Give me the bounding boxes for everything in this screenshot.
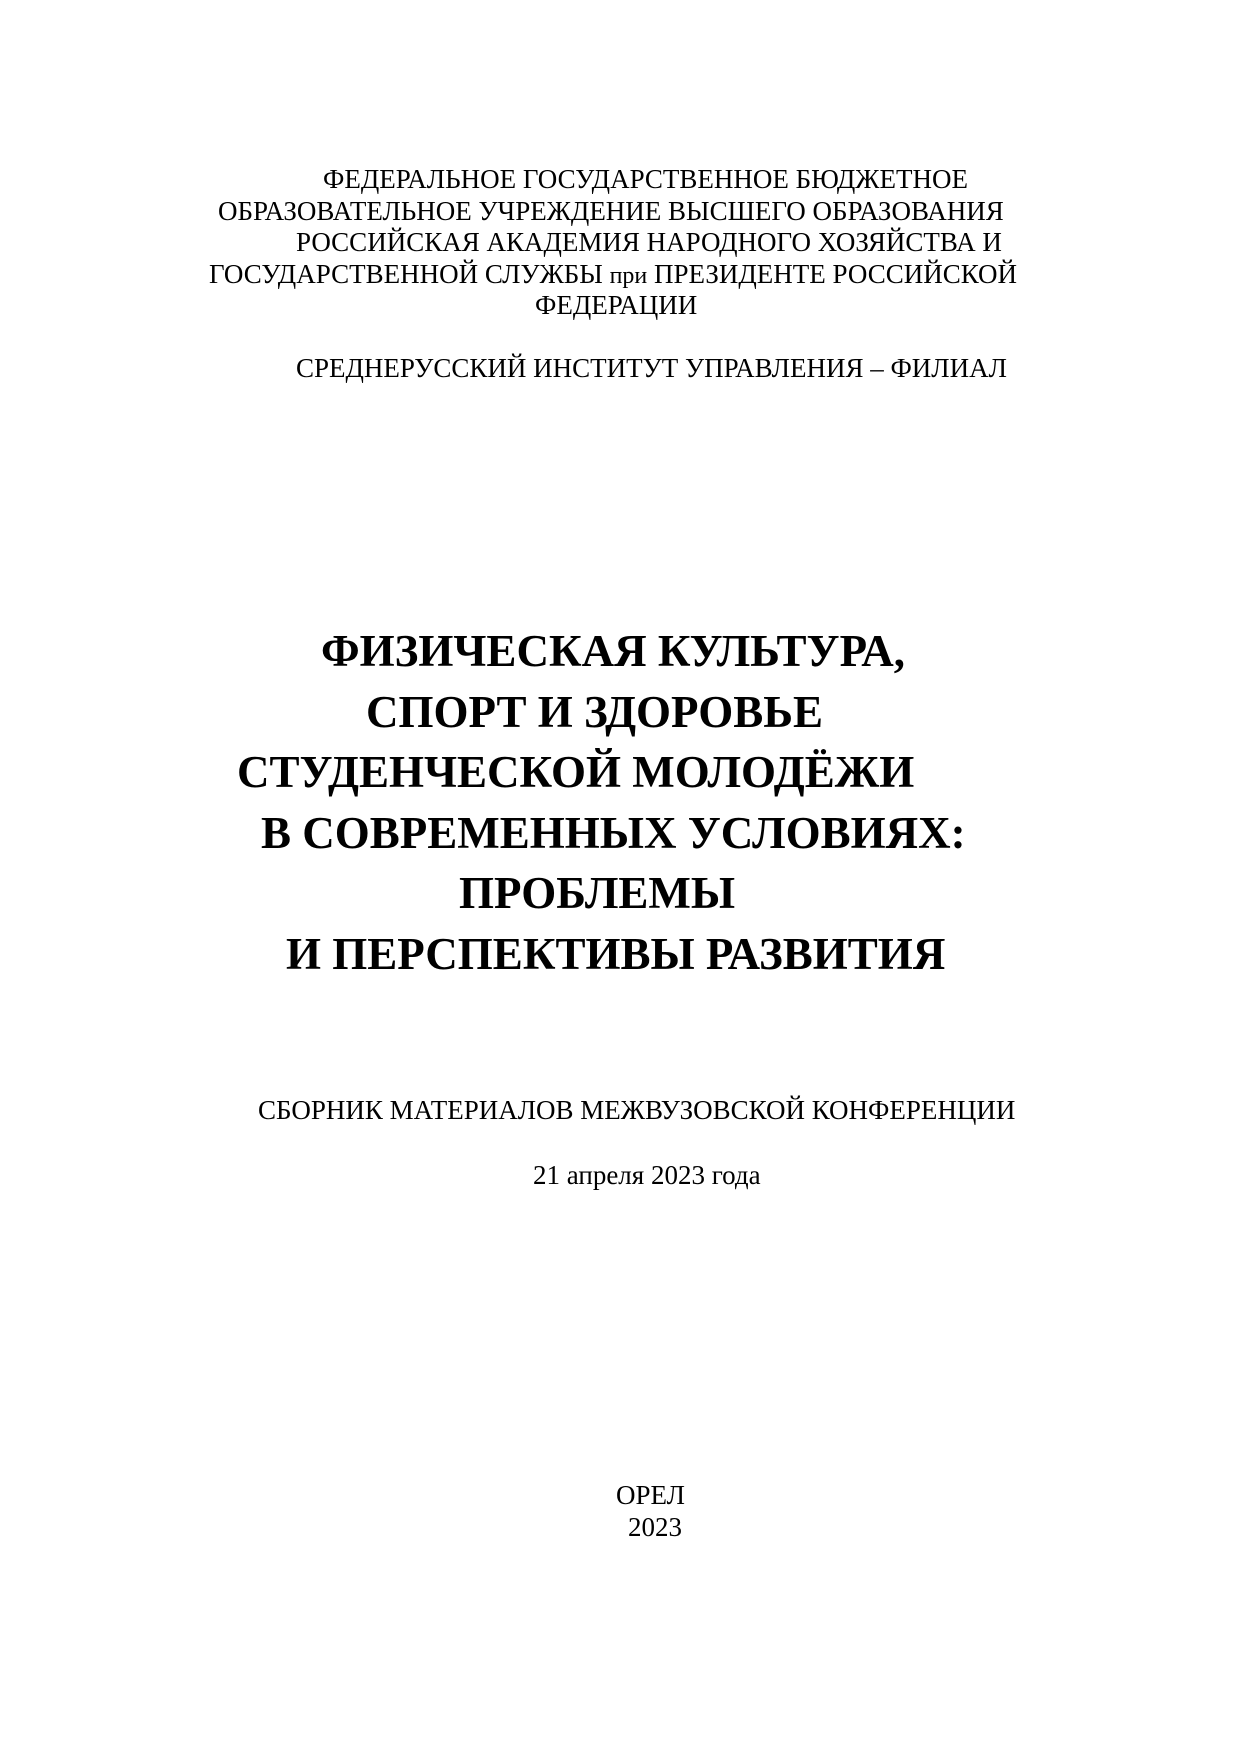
title-line-5: ПРОБЛЕМЫ (459, 868, 736, 918)
conference-date: 21 апреля 2023 года (533, 1160, 761, 1190)
institute-name: СРЕДНЕРУССКИЙ ИНСТИТУТ УПРАВЛЕНИЯ – ФИЛИАЛ (296, 353, 1007, 383)
org-line-4-part-1: ГОСУДАРСТВЕННОЙ СЛУЖБЫ (209, 259, 603, 289)
title-line-2: СПОРТ И ЗДОРОВЬЕ (366, 687, 824, 737)
org-line-2: ОБРАЗОВАТЕЛЬНОЕ УЧРЕЖДЕНИЕ ВЫСШЕГО ОБРАЗОВАНИЯ (218, 196, 1004, 226)
org-line-5: ФЕДЕРАЦИИ (535, 290, 698, 320)
org-line-3: РОССИЙСКАЯ АКАДЕМИЯ НАРОДНОГО ХОЗЯЙСТВА И (296, 227, 1002, 257)
title-line-6: И ПЕРСПЕКТИВЫ РАЗВИТИЯ (286, 929, 946, 979)
title-line-3: СТУДЕНЧЕСКОЙ МОЛОДЁЖИ (237, 747, 915, 797)
title-line-4: В СОВРЕМЕННЫХ УСЛОВИЯХ: (261, 808, 966, 858)
org-line-4-part-3: ПРЕЗИДЕНТЕ РОССИЙСКОЙ (654, 259, 1018, 289)
title-line-1: ФИЗИЧЕСКАЯ КУЛЬТУРА, (321, 626, 906, 676)
org-line-4 (209, 261, 1017, 288)
publication-city: ОРЕЛ (616, 1480, 685, 1510)
publication-year: 2023 (628, 1512, 682, 1542)
org-line-4-part-2: при (609, 263, 648, 289)
collection-label: СБОРНИК МАТЕРИАЛОВ МЕЖВУЗОВСКОЙ КОНФЕРЕНЦИИ (258, 1095, 1016, 1125)
org-line-1: ФЕДЕРАЛЬНОЕ ГОСУДАРСТВЕННОЕ БЮДЖЕТНОЕ (323, 164, 968, 194)
